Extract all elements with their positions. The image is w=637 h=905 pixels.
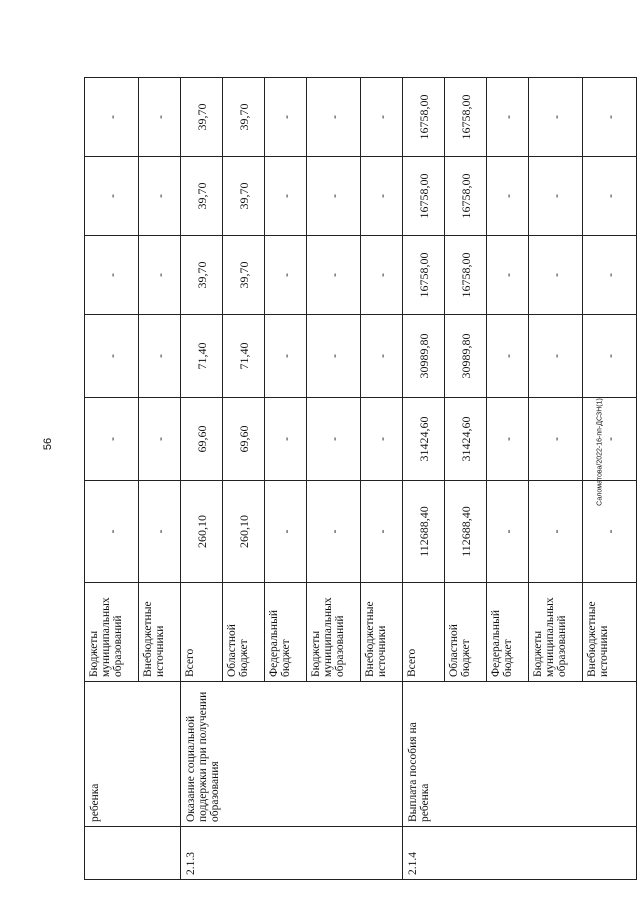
amount-cell: -	[139, 481, 181, 583]
amount-cell: -	[139, 78, 181, 157]
amount-cell: -	[139, 315, 181, 398]
amount-cell: -	[583, 398, 637, 481]
measure-name: Выплата пособия на ребенка	[403, 682, 637, 827]
funding-source: Всего	[181, 583, 223, 682]
amount-cell: 30989,80	[403, 315, 445, 398]
amount-cell: -	[85, 315, 139, 398]
amount-cell: -	[139, 398, 181, 481]
amount-cell: -	[265, 481, 307, 583]
amount-cell: -	[361, 157, 403, 236]
amount-cell: -	[487, 236, 529, 315]
amount-cell: 260,10	[181, 481, 223, 583]
amount-cell: 16758,00	[445, 157, 487, 236]
amount-cell: -	[85, 236, 139, 315]
amount-cell: -	[529, 157, 583, 236]
funding-source: Всего	[403, 583, 445, 682]
amount-cell: -	[529, 481, 583, 583]
item-number: 2.1.4	[403, 827, 637, 880]
amount-cell: 16758,00	[403, 236, 445, 315]
funding-source: Внебюджетные источники	[583, 583, 637, 682]
amount-cell: 31424,60	[445, 398, 487, 481]
amount-cell: -	[85, 157, 139, 236]
amount-cell: 260,10	[223, 481, 265, 583]
measure-name: Оказание социальной поддержки при получении образования	[181, 682, 403, 827]
amount-cell: -	[361, 315, 403, 398]
amount-cell: -	[85, 78, 139, 157]
budget-table	[84, 77, 637, 880]
amount-cell: 39,70	[181, 157, 223, 236]
funding-source: Внебюджетные источники	[139, 583, 181, 682]
amount-cell: 39,70	[223, 236, 265, 315]
amount-cell: -	[265, 398, 307, 481]
amount-cell: -	[307, 78, 361, 157]
amount-cell: -	[265, 78, 307, 157]
amount-cell: -	[529, 78, 583, 157]
amount-cell: 69,60	[181, 398, 223, 481]
funding-source: Бюджеты муниципальных образований	[85, 583, 139, 682]
item-number: 2.1.3	[181, 827, 403, 880]
amount-cell: -	[487, 157, 529, 236]
amount-cell: -	[307, 481, 361, 583]
amount-cell: -	[487, 315, 529, 398]
amount-cell: 39,70	[181, 236, 223, 315]
footer-stamp: Саломатова/2022-16-пп-ДСЗН(1)	[596, 398, 604, 506]
amount-cell: 31424,60	[403, 398, 445, 481]
amount-cell: 39,70	[223, 78, 265, 157]
page-number: 56	[42, 437, 54, 451]
measure-name: ребенка	[85, 682, 181, 827]
amount-cell: 39,70	[181, 78, 223, 157]
table-row	[403, 78, 445, 880]
funding-source: Внебюджетные источники	[361, 583, 403, 682]
table-row	[85, 78, 139, 880]
amount-cell: -	[265, 236, 307, 315]
amount-cell: -	[139, 236, 181, 315]
amount-cell: -	[487, 398, 529, 481]
amount-cell: 16758,00	[445, 236, 487, 315]
amount-cell: 69,60	[223, 398, 265, 481]
amount-cell: 16758,00	[403, 157, 445, 236]
amount-cell: -	[583, 315, 637, 398]
funding-source: Областной бюджет	[223, 583, 265, 682]
amount-cell: 39,70	[223, 157, 265, 236]
funding-source: Бюджеты муниципальных образований	[307, 583, 361, 682]
amount-cell: -	[529, 236, 583, 315]
amount-cell: -	[307, 157, 361, 236]
amount-cell: 71,40	[181, 315, 223, 398]
amount-cell: -	[85, 398, 139, 481]
amount-cell: -	[265, 157, 307, 236]
table-row	[181, 78, 223, 880]
amount-cell: -	[529, 315, 583, 398]
amount-cell: -	[583, 78, 637, 157]
funding-source: Бюджеты муниципальных образований	[529, 583, 583, 682]
amount-cell: -	[307, 398, 361, 481]
amount-cell: -	[487, 481, 529, 583]
amount-cell: -	[583, 236, 637, 315]
funding-source: Федеральный бюджет	[487, 583, 529, 682]
amount-cell: -	[529, 398, 583, 481]
amount-cell: -	[85, 481, 139, 583]
amount-cell: -	[361, 398, 403, 481]
amount-cell: 30989,80	[445, 315, 487, 398]
amount-cell: 112688,40	[403, 481, 445, 583]
item-number	[85, 827, 181, 880]
amount-cell: 112688,40	[445, 481, 487, 583]
table-body	[85, 78, 637, 880]
amount-cell: -	[307, 236, 361, 315]
amount-cell: -	[361, 236, 403, 315]
amount-cell: -	[307, 315, 361, 398]
funding-source: Федеральный бюджет	[265, 583, 307, 682]
amount-cell: -	[583, 481, 637, 583]
amount-cell: -	[139, 157, 181, 236]
amount-cell: -	[265, 315, 307, 398]
amount-cell: -	[487, 78, 529, 157]
amount-cell: 16758,00	[445, 78, 487, 157]
amount-cell: 71,40	[223, 315, 265, 398]
amount-cell: -	[583, 157, 637, 236]
amount-cell: 16758,00	[403, 78, 445, 157]
amount-cell: -	[361, 78, 403, 157]
amount-cell: -	[361, 481, 403, 583]
funding-source: Областной бюджет	[445, 583, 487, 682]
